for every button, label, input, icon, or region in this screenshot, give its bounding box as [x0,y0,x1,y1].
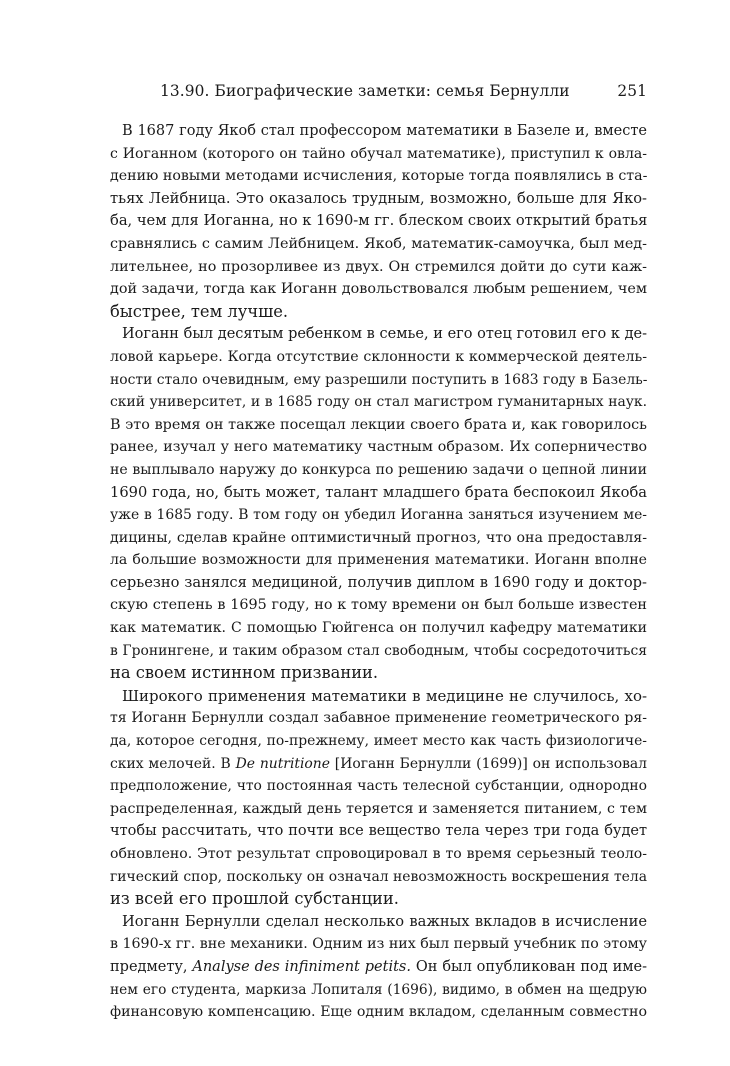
text-line-with-citation [110,753,647,776]
text-line: с Иоганном (которого он тайно обучал математике), приступил к овла- [110,145,647,162]
text-line: 1690 года, но, быть может, талант младшего брата беспокоил Якоба [110,483,647,501]
text-line: скую степень в 1695 году, но к тому времени он был больше известен [110,597,647,614]
text-line: серьезно занялся медициной, получив диплом в 1690 году и доктор- [110,573,647,591]
text-line: гический спор, поскольку он означал невозможность воскрешения тела [110,868,647,885]
text-line: сравнялись с самим Лейбницем. Якоб, математик-самоучка, был мед- [110,235,647,252]
paragraph [110,911,647,1024]
text-line: тьях Лейбница. Это оказалось трудным, возможно, больше для Яко- [110,189,647,207]
text-line: распределенная, каждый день теряется и заменяется питанием, с тем [110,800,647,817]
running-header [110,82,647,108]
text-line: в Гронингене, и таким образом стал свободным, чтобы сосредоточиться [110,642,647,659]
text-fragment: [Иоганн Бернулли (1699)] он использовал [329,755,647,772]
text-line: Широкого применения математики в медицине не случилось, хо- [122,686,647,705]
text-line: Иоганн Бернулли сделал несколько важных вкладов в исчисление [122,912,647,930]
text-line: не выплывало наружу до конкурса по решению задачи о цепной линии [110,461,647,478]
text-line: нем его студента, маркиза Лопиталя (1696), видимо, в обмен на щедрую [110,981,647,998]
paragraph [110,685,647,911]
text-line: ности стало очевидным, ему разрешили поступить в 1683 году в Базель- [110,371,648,388]
text-line: чтобы рассчитать, что почти все вещество тела через три года будет [110,823,647,840]
text-line: ловой карьере. Когда отсутствие склонности к коммерческой деятель- [110,348,647,365]
text-line: ский университет, и в 1685 году он стал магистром гуманитарных наук. [110,394,647,411]
paragraph [110,120,647,323]
text-line: финансовую компенсацию. Еще одним вкладом, сделанным совместно [110,1004,647,1021]
section-title: 13.90. Биографические заметки: семья Бернулли [160,82,570,100]
text-line: В это время он также посещал лекции своего брата и, как говорилось [110,416,647,433]
text-line: из всей его прошлой субстанции. [110,889,399,909]
document-page [110,82,647,1024]
text-line: ба, чем для Иоганна, но к 1690-м гг. блеском своих открытий братья [110,212,648,230]
text-line: как математик. С помощью Гюйгенса он получил кафедру математики [110,620,647,637]
text-line: в 1690-х гг. вне механики. Одним из них был первый учебник по этому [110,936,647,953]
text-line: Иоганн был десятым ребенком в семье, и его отец готовил его к де- [122,326,647,343]
text-line: уже в 1685 году. В том году он убедил Иоганна заняться изучением ме- [110,507,647,524]
text-line: В 1687 году Якоб стал профессором математики в Базеле и, вместе [122,123,647,139]
text-line: лительнее, но прозорливее из двух. Он стремился дойти до сути каж- [110,258,647,275]
work-title: De nutritione [235,755,330,772]
text-line: дицины, сделав крайне оптимистичный прогноз, что она предоставля- [110,529,647,546]
text-line: на своем истинном призвании. [110,663,379,683]
text-line: да, которое сегодня, по-прежнему, имеет место как часть физиологиче- [110,733,647,750]
body-text [110,120,647,1024]
text-line: предположение, что постоянная часть телесной субстанции, однородно [110,778,647,795]
text-line: дой задачи, тогда как Иоганн довольствовался любым решением, чем [110,281,647,298]
text-fragment: Он был опубликован под име- [410,958,648,975]
text-fragment: ских мелочей. В [110,755,236,772]
text-line: быстрее, тем лучше. [110,301,289,321]
text-line: ла большие возможности для применения математики. Иоганн вполне [110,552,647,569]
text-line: обновлено. Этот результат спровоцировал в то время серьезный теоло- [110,846,647,862]
page-number: 251 [617,82,647,100]
text-line: ранее, изучал у него математику частным образом. Их соперничество [110,439,647,456]
text-line-with-citation [110,956,647,979]
paragraph [110,323,647,685]
text-line: тя Иоганн Бернулли создал забавное применение геометрического ря- [110,710,647,727]
text-line: дению новыми методами исчисления, которые тогда появлялись в ста- [110,168,648,185]
work-title: Analyse des infiniment petits. [192,958,411,975]
text-fragment: предмету, [110,958,193,975]
